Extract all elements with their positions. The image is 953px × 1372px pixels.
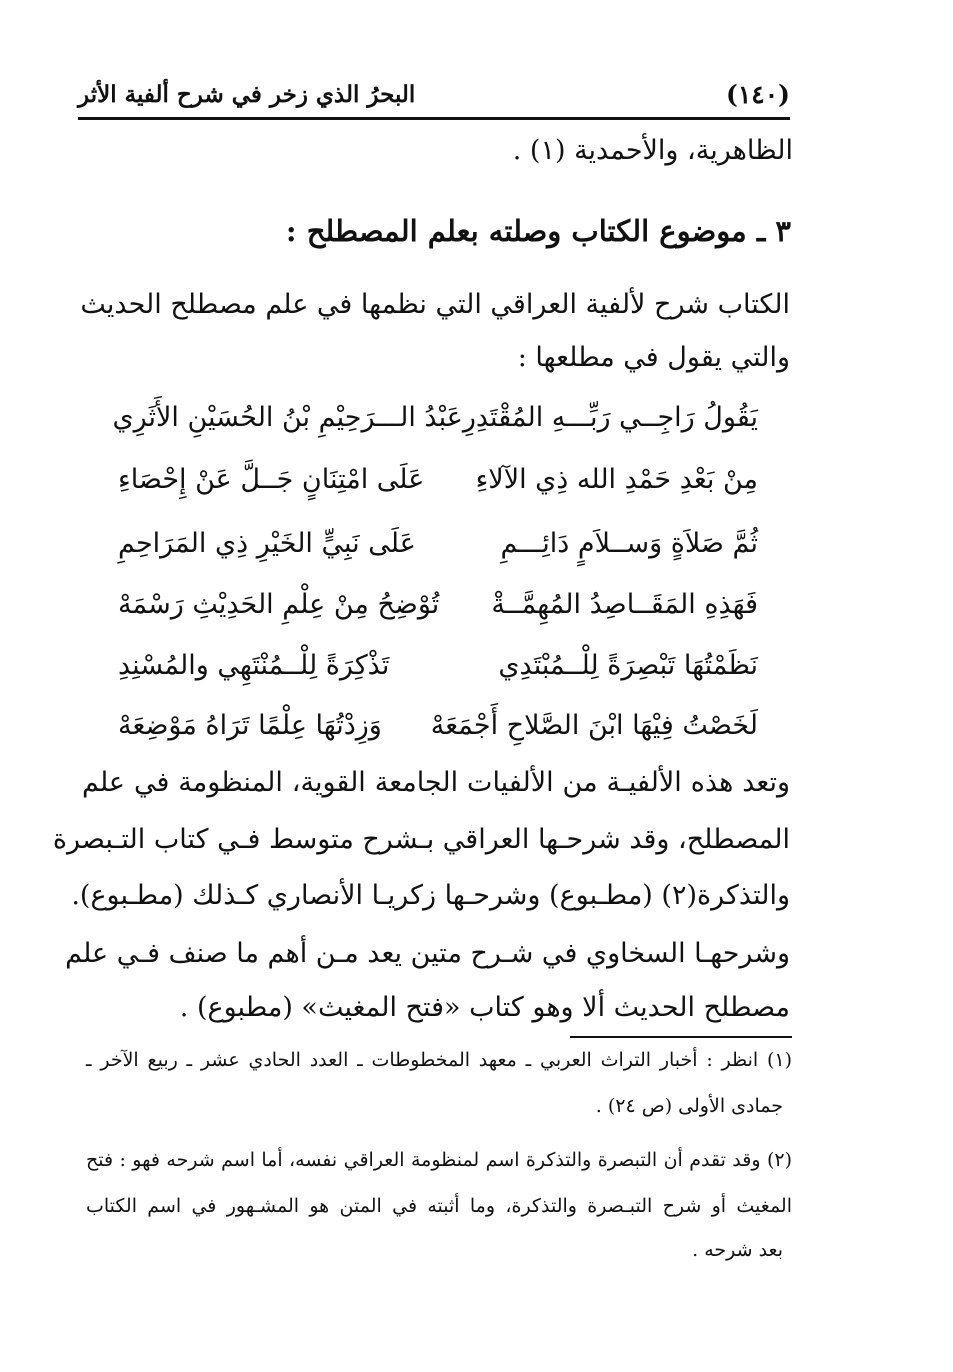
running-title: البحرُ الذي زخر في شرح ألفية الأثر — [78, 80, 416, 108]
paragraph-line: والتذكرة(٢) (مطـبوع) وشرحـها زكريـا الأنصاري كـذلك (مطـبوع). — [71, 880, 790, 911]
verse-line — [118, 643, 758, 687]
paragraph-line: وتعد هذه الألفيـة من الألفيات الجامعة القوية، المنظومة في علم — [82, 767, 790, 798]
paragraph-line: وشرحهـا السخاوي في شـرح متين يعد مـن أهم ما صنف فـي علم — [65, 938, 790, 969]
footnote-line: جمادى الأولى (ص ٢٤) . — [595, 1095, 783, 1117]
section-heading: ٣ ـ موضوع الكتاب وصلته بعلم المصطلح : — [285, 214, 791, 248]
page-number: (١٤٠) — [726, 79, 790, 109]
verse-second-hemistich: عَلَى امْتِنَانٍ جَــلَّ عَنْ إِحْصَاءِ — [118, 463, 425, 495]
verse-second-hemistich: تُوْضِحُ مِنْ عِلْمِ الحَدِيْثِ رَسْمَهْ — [118, 588, 440, 620]
footnote-line: المغيث أو شرح التبـصرة والتذكرة، وما أثبته في المتن هو المشـهور في اسم الكتاب — [86, 1195, 792, 1217]
paragraph-line: المصطلح، وقد شرحـها العراقي بـشرح متوسط فـي كتاب التـبصرة — [52, 824, 790, 855]
verse-line — [118, 457, 758, 501]
paragraph-line: مصطلح الحديث ألا وهو كتاب «فتح المغيث» (مطبوع) . — [179, 992, 790, 1023]
verse-first-hemistich: فَهَذِهِ المَقَــاصِدُ المُهِمَّــةْ — [491, 588, 758, 620]
footnote-rule — [570, 1036, 792, 1038]
verse-first-hemistich: لَخَصْتُ فِيْهَا ابْنَ الصَّلاحِ أَجْمَعَهْ — [430, 709, 758, 741]
verse-first-hemistich: يَقُولُ رَاجِــي رَبِّـــهِ المُقْتَدِرِ — [462, 401, 758, 433]
verse-second-hemistich: وَزِدْتُهَا عِلْمًا تَرَاهُ مَوْضِعَهْ — [118, 709, 382, 741]
footnote-line: (١) انظر : أخبار التراث العربي ـ معهد المخطوطات ـ العدد الحادي عشر ـ ربيع الآخر ـ — [86, 1049, 792, 1071]
running-header — [78, 72, 790, 116]
paragraph-line: الكتاب شرح لألفية العراقي التي نظمها في علم مصطلح الحديث — [80, 289, 790, 320]
verse-line — [118, 521, 758, 565]
verse-line — [118, 582, 758, 626]
intro-line: الظاهرية، والأحمدية (١) . — [512, 135, 793, 166]
header-rule — [78, 117, 790, 120]
verse-line — [118, 703, 758, 747]
verse-first-hemistich: نَظَمْتُهَا تَبْصِرَةً لِلْــمُبْتَدِي — [498, 649, 758, 681]
verse-second-hemistich: عَبْدُ الـــرَحِيْمِ بْنُ الحُسَيْنِ الأَثَرِي — [112, 401, 463, 433]
verse-line — [112, 395, 758, 439]
verse-first-hemistich: مِنْ بَعْدِ حَمْدِ الله ذِي الآلاءِ — [475, 463, 758, 495]
verse-second-hemistich: تَذْكِرَةً لِلْــمُنْتَهِي والمُسْنِدِ — [118, 649, 390, 681]
verse-second-hemistich: عَلَى نَبِيٍّ الخَيْرِ ذِي المَرَاحِمِ — [118, 527, 416, 559]
paragraph-line: والتي يقول في مطلعها : — [517, 342, 790, 373]
footnote-line: (٢) وقد تقدم أن التبصرة والتذكرة اسم لمنظومة العراقي نفسه، أما اسم شرحه فهو : فتح — [86, 1149, 792, 1171]
verse-first-hemistich: ثُمَّ صَلاَةٍ وَســلاَمٍ دَائِـــمِ — [500, 527, 758, 559]
footnote-line: بعد شرحه . — [692, 1239, 783, 1261]
